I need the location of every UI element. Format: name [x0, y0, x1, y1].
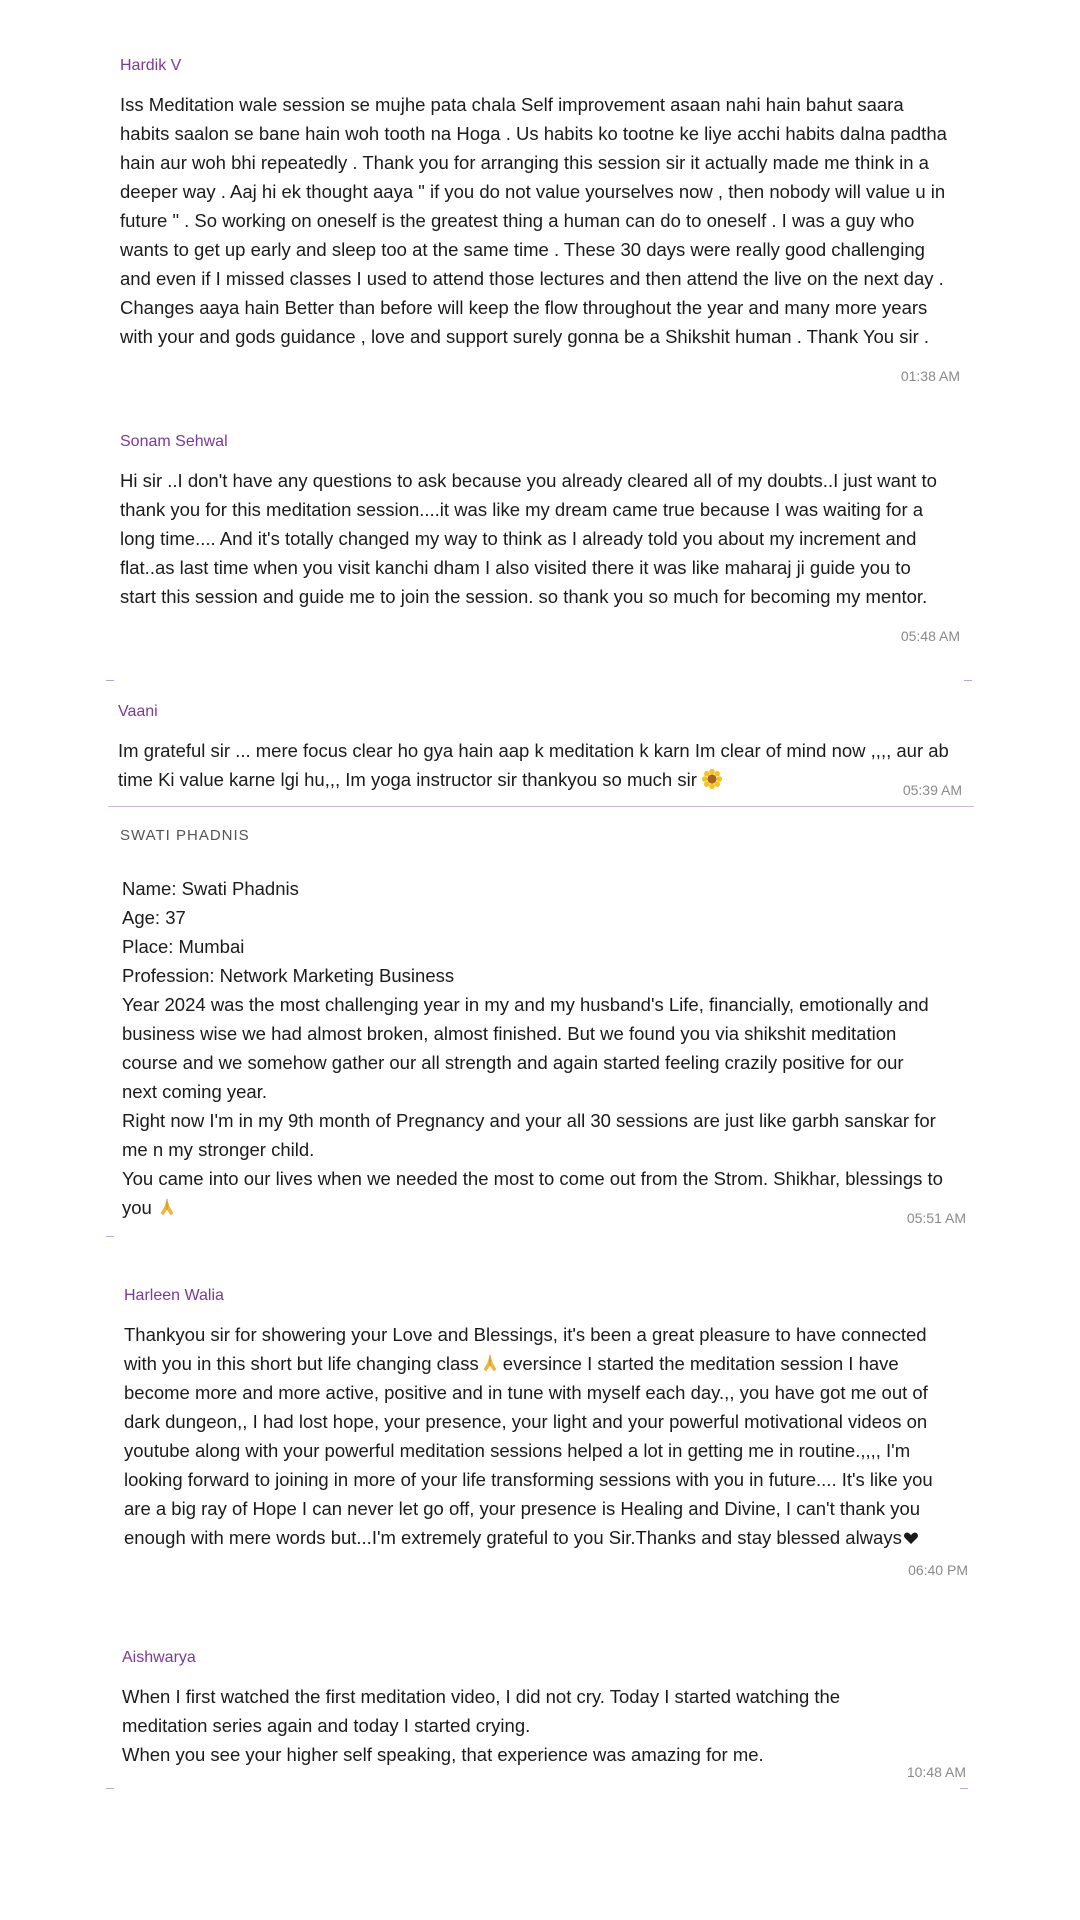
text-line: wants to get up early and sleep too at the same time . These 30 days were really good challenging	[120, 239, 925, 260]
text-line: hain aur woh bhi repeatedly . Thank you for arranging this session sir it actually made me think in a	[120, 152, 929, 173]
sender-name: Harleen Walia	[124, 1287, 224, 1304]
text-line: Hi sir ..I don't have any questions to ask because you already cleared all of my doubts..I just want to	[120, 470, 937, 491]
text-line	[124, 1349, 968, 1378]
message-harleen	[124, 1286, 968, 1586]
sunflower-emoji	[701, 768, 723, 790]
text-line: meditation series again and today I started crying.	[122, 1715, 531, 1736]
message-text	[122, 1682, 966, 1769]
text-line: long time.... And it's totally changed my way to think as I already told you about my increment and	[120, 528, 917, 549]
message-swati	[122, 874, 966, 1234]
text-segment: with you in this short but life changing class	[124, 1353, 479, 1374]
text-line: future " . So working on oneself is the greatest thing a human can do to oneself . I was a guy who	[120, 210, 915, 231]
text-line: Right now I'm in my 9th month of Pregnancy and your all 30 sessions are just like garbh sanskar for	[122, 1110, 936, 1131]
sender-name: Vaani	[118, 703, 158, 720]
text-segment: you	[122, 1197, 152, 1218]
message-vaani	[118, 702, 962, 806]
message-text	[122, 874, 966, 1222]
message-timestamp: 01:38 AM	[900, 368, 960, 384]
text-line: and even if I missed classes I used to attend those lectures and then attend the live on the next day .	[120, 268, 944, 289]
sender-name: SWATI PHADNIS	[120, 827, 250, 844]
message-text	[124, 1320, 968, 1552]
message-aishwarya	[122, 1648, 966, 1788]
text-line: youtube along with your powerful meditation sessions helped a lot in getting me in routine.,,,, I'm	[124, 1440, 911, 1461]
text-line: with your and gods guidance , love and support surely gonna be a Shikshit human . Thank You sir .	[120, 326, 930, 347]
text-line: Year 2024 was the most challenging year in my and my husband's Life, financially, emotionally and	[122, 994, 929, 1015]
text-line: course and we somehow gather our all strength and again started feeling crazily positive for our	[122, 1052, 904, 1073]
text-segment: enough with mere words but...I'm extremely grateful to you Sir.Thanks and stay blessed always	[124, 1527, 902, 1548]
text-line: looking forward to joining in more of your life transforming sessions with you in future.... It's like you	[124, 1469, 933, 1490]
text-line: Profession: Network Marketing Business	[122, 965, 455, 986]
text-line: become more and more active, positive and in tune with myself each day.,, you have got me out of	[124, 1382, 928, 1403]
text-line	[118, 765, 962, 794]
text-line: You came into our lives when we needed the most to come out from the Strom. Shikhar, blessings to	[122, 1168, 943, 1189]
text-line: business wise we had almost broken, almost finished. But we found you via shikshit meditation	[122, 1023, 897, 1044]
text-line: Im grateful sir ... mere focus clear ho gya hain aap k meditation k karn Im clear of mind now ,,,, aur ab	[118, 740, 949, 761]
text-line: me n my stronger child.	[122, 1139, 315, 1160]
folded-hands-emoji	[479, 1352, 501, 1374]
message-text	[120, 466, 960, 611]
text-line: When I first watched the first meditation video, I did not cry. Today I started watching the	[122, 1686, 841, 1707]
message-divider	[108, 806, 974, 807]
text-line: dark dungeon,, I had lost hope, your presence, your light and your powerful motivational videos on	[124, 1411, 928, 1432]
text-line: Name: Swati Phadnis	[122, 878, 299, 899]
message-text	[118, 736, 962, 794]
heart-emoji	[903, 1530, 919, 1546]
text-line: Thankyou sir for showering your Love and Blessings, it's been a great pleasure to have connected	[124, 1324, 927, 1345]
text-line: are a big ray of Hope I can never let go off, your presence is Healing and Divine, I can't thank you	[124, 1498, 921, 1519]
message-timestamp: 10:48 AM	[906, 1764, 966, 1780]
sender-name: Sonam Sehwal	[120, 433, 228, 450]
text-line: Iss Meditation wale session se mujhe pata chala Self improvement asaan nahi hain bahut saara	[120, 94, 904, 115]
text-line: habits saalon se bane hain woh tooth na Hoga . Us habits ko tootne ke liye acchi habits dalna padtha	[120, 123, 947, 144]
text-line	[122, 1193, 966, 1222]
text-line: thank you for this meditation session....it was like my dream came true because I was waiting for a	[120, 499, 924, 520]
crop-mark	[960, 1788, 968, 1789]
message-sonam	[120, 432, 960, 652]
message-timestamp: 05:51 AM	[906, 1210, 966, 1226]
message-timestamp: 06:40 PM	[908, 1562, 968, 1578]
text-segment: time Ki value karne lgi hu,,, Im yoga instructor sir thankyou so much sir	[118, 769, 697, 790]
message-text	[120, 90, 960, 351]
sender-name-cropped	[120, 827, 260, 844]
text-segment: eversince I started the meditation session I have	[502, 1353, 899, 1374]
crop-mark	[964, 680, 972, 681]
text-line: deeper way . Aaj hi ek thought aaya " if you do not value yourselves now , then nobody will value u in	[120, 181, 946, 202]
sender-name: Aishwarya	[122, 1649, 196, 1666]
crop-mark	[106, 680, 114, 681]
text-line: next coming year.	[122, 1081, 267, 1102]
message-hardik	[120, 56, 960, 386]
message-timestamp: 05:39 AM	[902, 782, 962, 798]
text-line	[124, 1523, 968, 1552]
sender-name: Hardik V	[120, 57, 182, 74]
text-line: start this session and guide me to join the session. so thank you so much for becoming my mentor.	[120, 586, 928, 607]
folded-hands-emoji	[156, 1196, 178, 1218]
message-timestamp: 05:48 AM	[900, 628, 960, 644]
text-line: Age: 37	[122, 907, 186, 928]
text-line: Place: Mumbai	[122, 936, 245, 957]
text-line: Changes aaya hain Better than before will keep the flow throughout the year and many more years	[120, 297, 928, 318]
text-line: flat..as last time when you visit kanchi dham I also visited there it was like maharaj ji guide you to	[120, 557, 911, 578]
crop-mark	[106, 1788, 114, 1789]
text-line: When you see your higher self speaking, that experience was amazing for me.	[122, 1744, 764, 1765]
crop-mark	[106, 1236, 114, 1237]
